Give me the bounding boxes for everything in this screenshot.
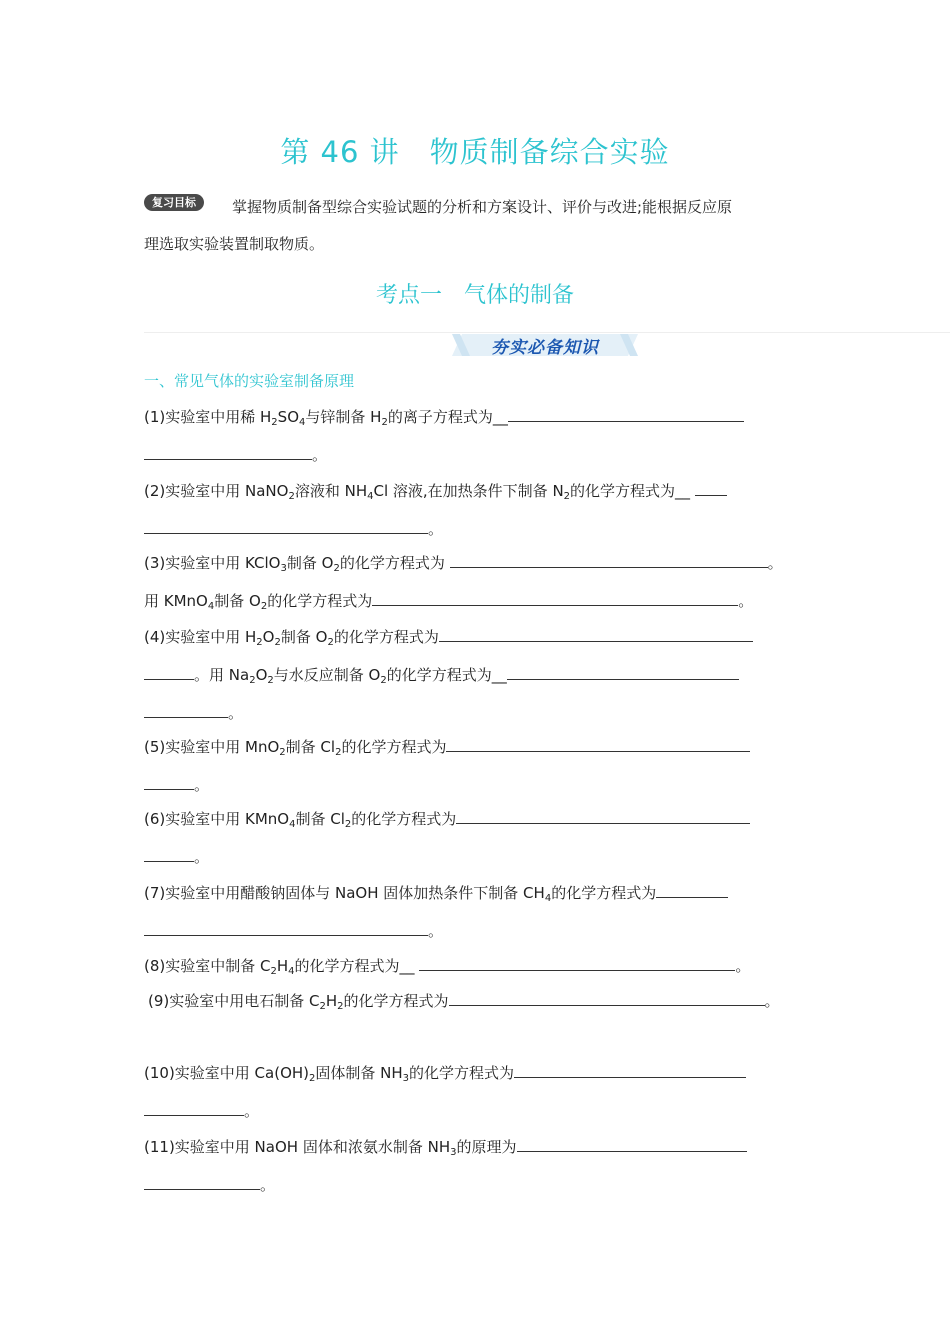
answer-blank[interactable] — [144, 445, 312, 460]
objective-text-line2: 理选取实验装置制取物质。 — [144, 235, 325, 253]
section-title: 考点一 气体的制备 — [375, 283, 574, 308]
objective-text-line1: 掌握物质制备型综合实验试题的分析和方案设计、评价与改进;能根据反应原 — [232, 198, 733, 216]
banner-label: 夯实必备知识 — [491, 338, 599, 358]
question-9: (9)实验室中用电石制备 $C_2H_2$的化学方程式为 。 — [148, 992, 780, 1012]
answer-blank[interactable] — [456, 809, 750, 824]
question-3b: 用 KMnO$_4$制备 $O_2$的化学方程式为 。 — [144, 592, 754, 612]
question-10: (10)实验室中用 $Ca(OH)_2$固体制备 $NH_3$的化学方程式为 — [144, 1062, 746, 1083]
answer-blank[interactable] — [439, 627, 753, 642]
question-8: (8)实验室中制备 $C_2H_4$的化学方程式为__ 。 — [144, 957, 751, 977]
objective-badge: 复习目标 — [144, 194, 204, 211]
question-3: (3)实验室中用 KClO$_3$制备 $O_2$的化学方程式为 。 — [144, 554, 783, 574]
answer-blank[interactable] — [514, 1063, 746, 1078]
question-1: (1)实验室中用稀 $H_2SO_4$与锌制备 $H_2$的离子方程式为__ — [144, 406, 744, 427]
question-6-cont: 。 — [144, 846, 209, 867]
answer-blank[interactable] — [144, 921, 428, 936]
question-2-cont: 。 — [144, 518, 443, 539]
answer-blank[interactable] — [144, 703, 228, 718]
question-4b: 。用 $Na_2O_2$与水反应制备 $O_2$的化学方程式为__ — [144, 664, 739, 685]
answer-blank[interactable] — [372, 591, 738, 606]
question-11-cont: 。 — [144, 1174, 275, 1195]
question-1-cont: 。 — [144, 444, 327, 465]
question-7: (7)实验室中用醋酸钠固体与 NaOH 固体加热条件下制备 $CH_4$的化学方程式为 — [144, 882, 728, 903]
question-11: (11)实验室中用 NaOH 固体和浓氨水制备 $NH_3$的原理为 — [144, 1136, 747, 1157]
answer-blank[interactable] — [507, 665, 739, 680]
subheading: 一、常见气体的实验室制备原理 — [144, 372, 355, 390]
answer-blank[interactable] — [419, 956, 735, 971]
answer-blank[interactable] — [508, 407, 744, 422]
question-5: (5)实验室中用 MnO$_2$制备 $Cl_2$的化学方程式为 — [144, 736, 750, 757]
answer-blank[interactable] — [144, 1175, 260, 1190]
question-4: (4)实验室中用 $H_2O_2$制备 $O_2$的化学方程式为 — [144, 626, 753, 647]
answer-blank[interactable] — [449, 991, 765, 1006]
question-6: (6)实验室中用 KMnO$_4$制备 $Cl_2$的化学方程式为 — [144, 808, 750, 829]
question-4-cont: 。 — [144, 702, 243, 723]
question-2: (2)实验室中用 NaNO$_2$溶液和 $NH_4Cl$ 溶液,在加热条件下制备 $N_2$的化学方程式为__ — [144, 480, 727, 501]
answer-blank[interactable] — [144, 1101, 244, 1116]
question-5-cont: 。 — [144, 774, 209, 795]
answer-blank[interactable] — [144, 775, 194, 790]
answer-blank[interactable] — [144, 665, 194, 680]
answer-blank[interactable] — [695, 481, 727, 496]
question-10-cont: 。 — [144, 1100, 259, 1121]
answer-blank[interactable] — [656, 883, 728, 898]
question-7-cont: 。 — [144, 920, 443, 941]
answer-blank[interactable] — [446, 737, 750, 752]
answer-blank[interactable] — [450, 553, 768, 568]
answer-blank[interactable] — [517, 1137, 747, 1152]
answer-blank[interactable] — [144, 519, 428, 534]
answer-blank[interactable] — [144, 847, 194, 862]
page-title: 第 46 讲 物质制备综合实验 — [280, 135, 670, 169]
